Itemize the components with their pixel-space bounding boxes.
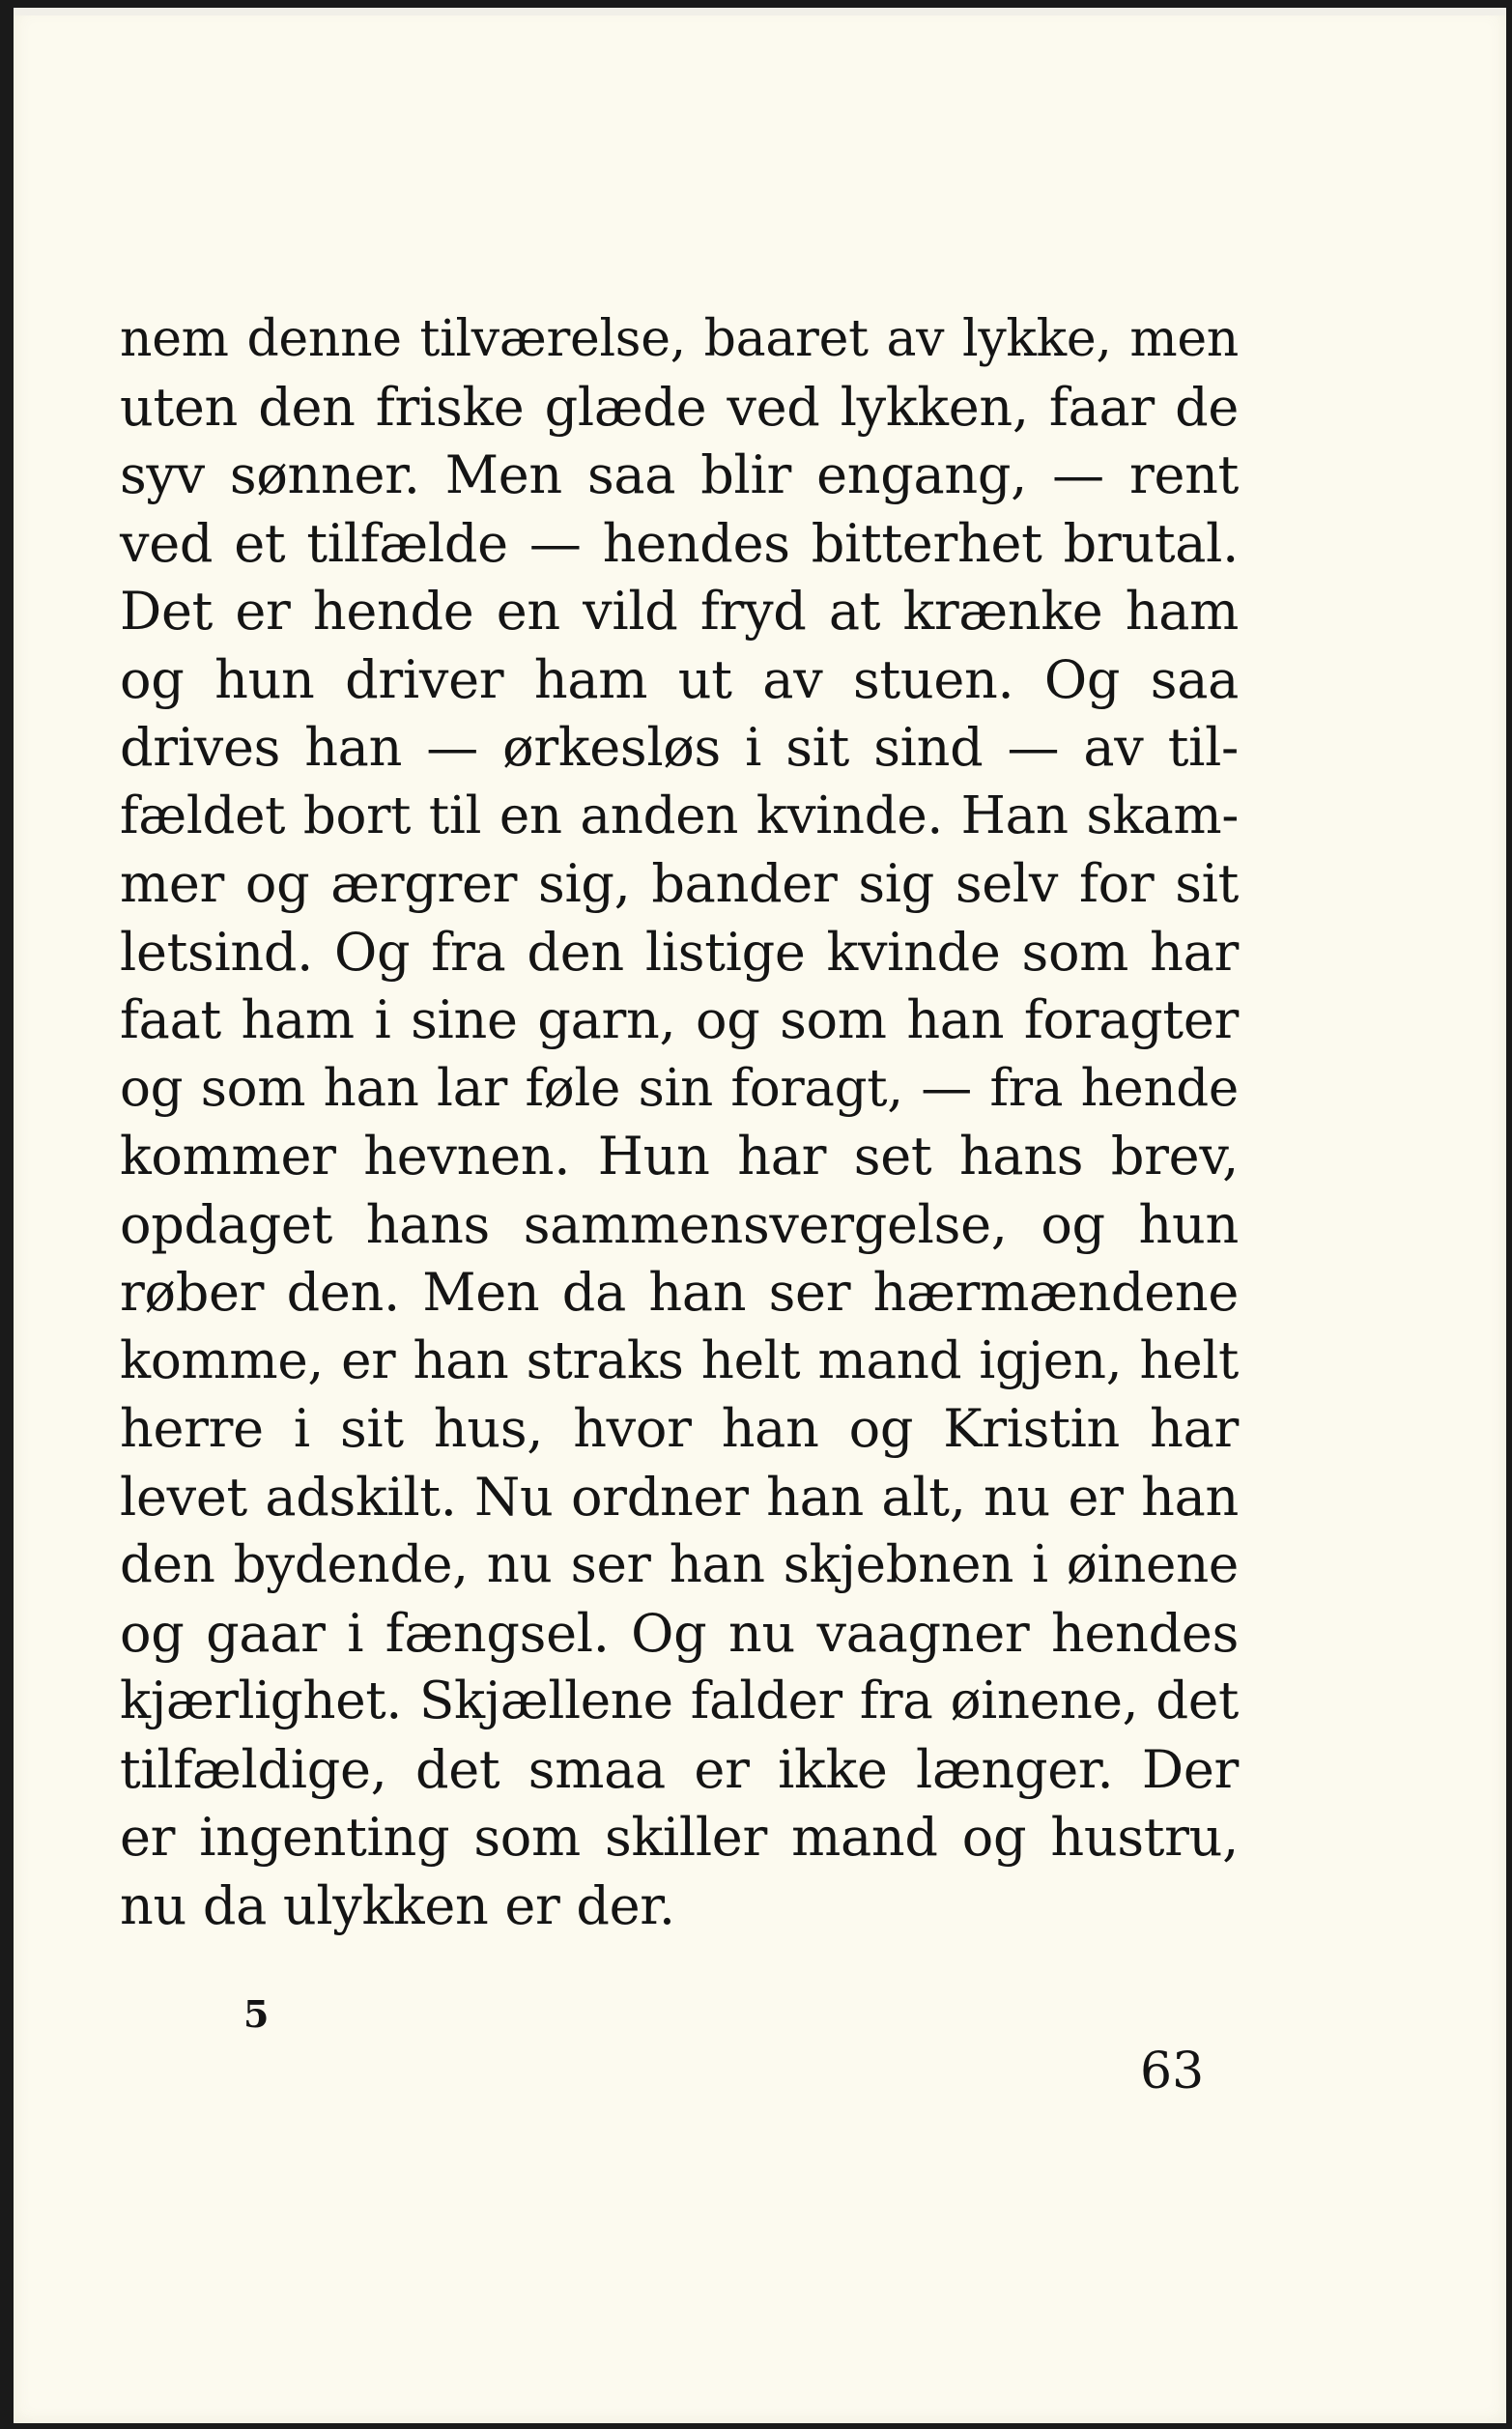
text-line: syv sønner. Men saa blir engang, — rent	[120, 444, 1239, 505]
text-line: drives han — ørkesløs i sit sind — av til-	[120, 717, 1239, 778]
text-line: er ingenting som skiller mand og hustru,	[120, 1807, 1239, 1868]
text-line: den bydende, nu ser han skjebnen i øinene	[120, 1535, 1239, 1594]
text-line: nem denne tilværelse, baaret av lykke, men	[120, 310, 1239, 368]
text-line: fældet bort til en anden kvinde. Han skam-	[120, 786, 1239, 845]
text-line: faat ham i sine garn, og som han foragter	[120, 989, 1239, 1050]
text-line: nu da ulykken er der.	[120, 1874, 675, 1936]
text-line: levet adskilt. Nu ordner han alt, nu er han	[120, 1466, 1239, 1528]
page-number: 63	[1140, 2043, 1205, 2100]
text-line: røber den. Men da han ser hærmændene	[120, 1262, 1239, 1323]
text-line: og som han lar føle sin foragt, — fra hende	[120, 1058, 1239, 1118]
text-line: og hun driver ham ut av stuen. Og saa	[120, 648, 1239, 710]
text-line: og gaar i fængsel. Og nu vaagner hendes	[120, 1602, 1239, 1664]
body-text	[120, 305, 1239, 1940]
page-top-edge	[14, 8, 1506, 15]
text-line: Det er hende en vild fryd at krænke ham	[120, 581, 1239, 642]
text-line: herre i sit hus, hvor han og Kristin har	[120, 1398, 1239, 1459]
text-line: mer og ærgrer sig, bander sig selv for sit	[120, 853, 1239, 914]
text-line: komme, er han straks helt mand igjen, helt	[120, 1330, 1239, 1390]
book-page	[14, 8, 1506, 2423]
text-line: ved et tilfælde — hendes bitterhet brutal.	[120, 512, 1239, 574]
text-line: tilfældige, det smaa er ikke længer. Der	[120, 1738, 1239, 1800]
text-line: kommer hevnen. Hun har set hans brev,	[120, 1126, 1239, 1186]
signature-mark: 5	[243, 1992, 270, 2036]
text-line: uten den friske glæde ved lykken, faar de	[120, 376, 1239, 438]
text-line: letsind. Og fra den listige kvinde som har	[120, 921, 1239, 983]
text-line: kjærlighet. Skjællene falder fra øinene, det	[120, 1672, 1239, 1730]
text-line: opdaget hans sammensvergelse, og hun	[120, 1193, 1239, 1255]
